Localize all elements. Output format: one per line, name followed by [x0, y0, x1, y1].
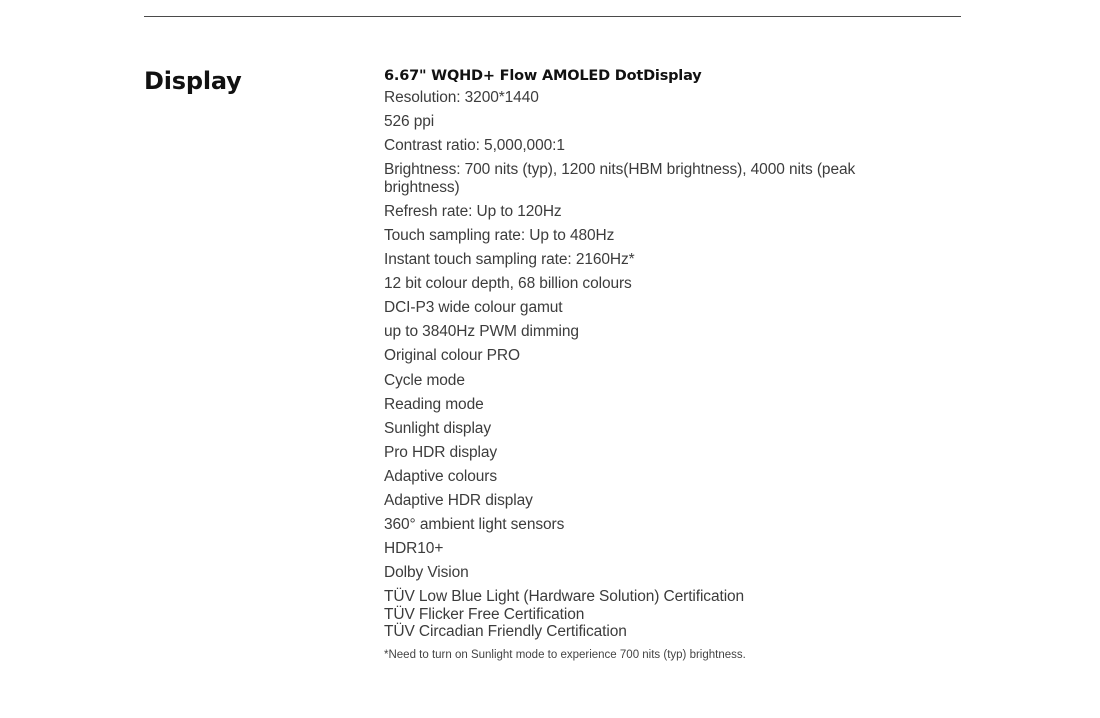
spec-item-reading-mode: Reading mode: [384, 395, 484, 413]
spec-item-instant-touch-sampling: Instant touch sampling rate: 2160Hz*: [384, 251, 635, 269]
certification-item: TÜV Low Blue Light (Hardware Solution) Certification: [384, 588, 745, 606]
section-title: Display: [144, 67, 242, 95]
spec-item-pro-hdr: Pro HDR display: [384, 443, 498, 461]
spec-item-contrast: Contrast ratio: 5,000,000:1: [384, 137, 565, 155]
spec-item-pwm-dimming: up to 3840Hz PWM dimming: [384, 323, 579, 341]
spec-item-light-sensors: 360° ambient light sensors: [384, 516, 565, 534]
footnote: *Need to turn on Sunlight mode to experience 700 nits (typ) brightness.: [384, 648, 746, 661]
spec-item-resolution: Resolution: 3200*1440: [384, 89, 539, 106]
spec-heading: 6.67" WQHD+ Flow AMOLED DotDisplay: [384, 68, 702, 84]
spec-item-hdr10plus: HDR10+: [384, 540, 444, 558]
spec-item-dolby-vision: Dolby Vision: [384, 564, 469, 582]
display-spec-block: [384, 66, 864, 663]
certification-item: TÜV Flicker Free Certification: [384, 605, 585, 623]
spec-item-sunlight-display: Sunlight display: [384, 419, 491, 437]
spec-item-cycle-mode: Cycle mode: [384, 371, 465, 389]
spec-item-touch-sampling: Touch sampling rate: Up to 480Hz: [384, 226, 615, 244]
spec-item-adaptive-colours: Adaptive colours: [384, 467, 497, 485]
spec-item-ppi: 526 ppi: [384, 113, 435, 131]
spec-item-adaptive-hdr: Adaptive HDR display: [384, 492, 533, 509]
spec-item-brightness: Brightness: 700 nits (typ), 1200 nits(HBM brightness), 4000 nits (peak brightness): [384, 161, 856, 196]
certification-item: TÜV Circadian Friendly Certification: [384, 623, 627, 641]
certification-list: [384, 588, 864, 641]
spec-item-original-colour: Original colour PRO: [384, 347, 520, 365]
spec-list: [384, 89, 864, 582]
spec-item-colour-depth: 12 bit colour depth, 68 billion colours: [384, 275, 632, 293]
section-divider: [144, 16, 961, 17]
spec-item-refresh-rate: Refresh rate: Up to 120Hz: [384, 202, 562, 220]
spec-item-colour-gamut: DCI-P3 wide colour gamut: [384, 299, 563, 317]
